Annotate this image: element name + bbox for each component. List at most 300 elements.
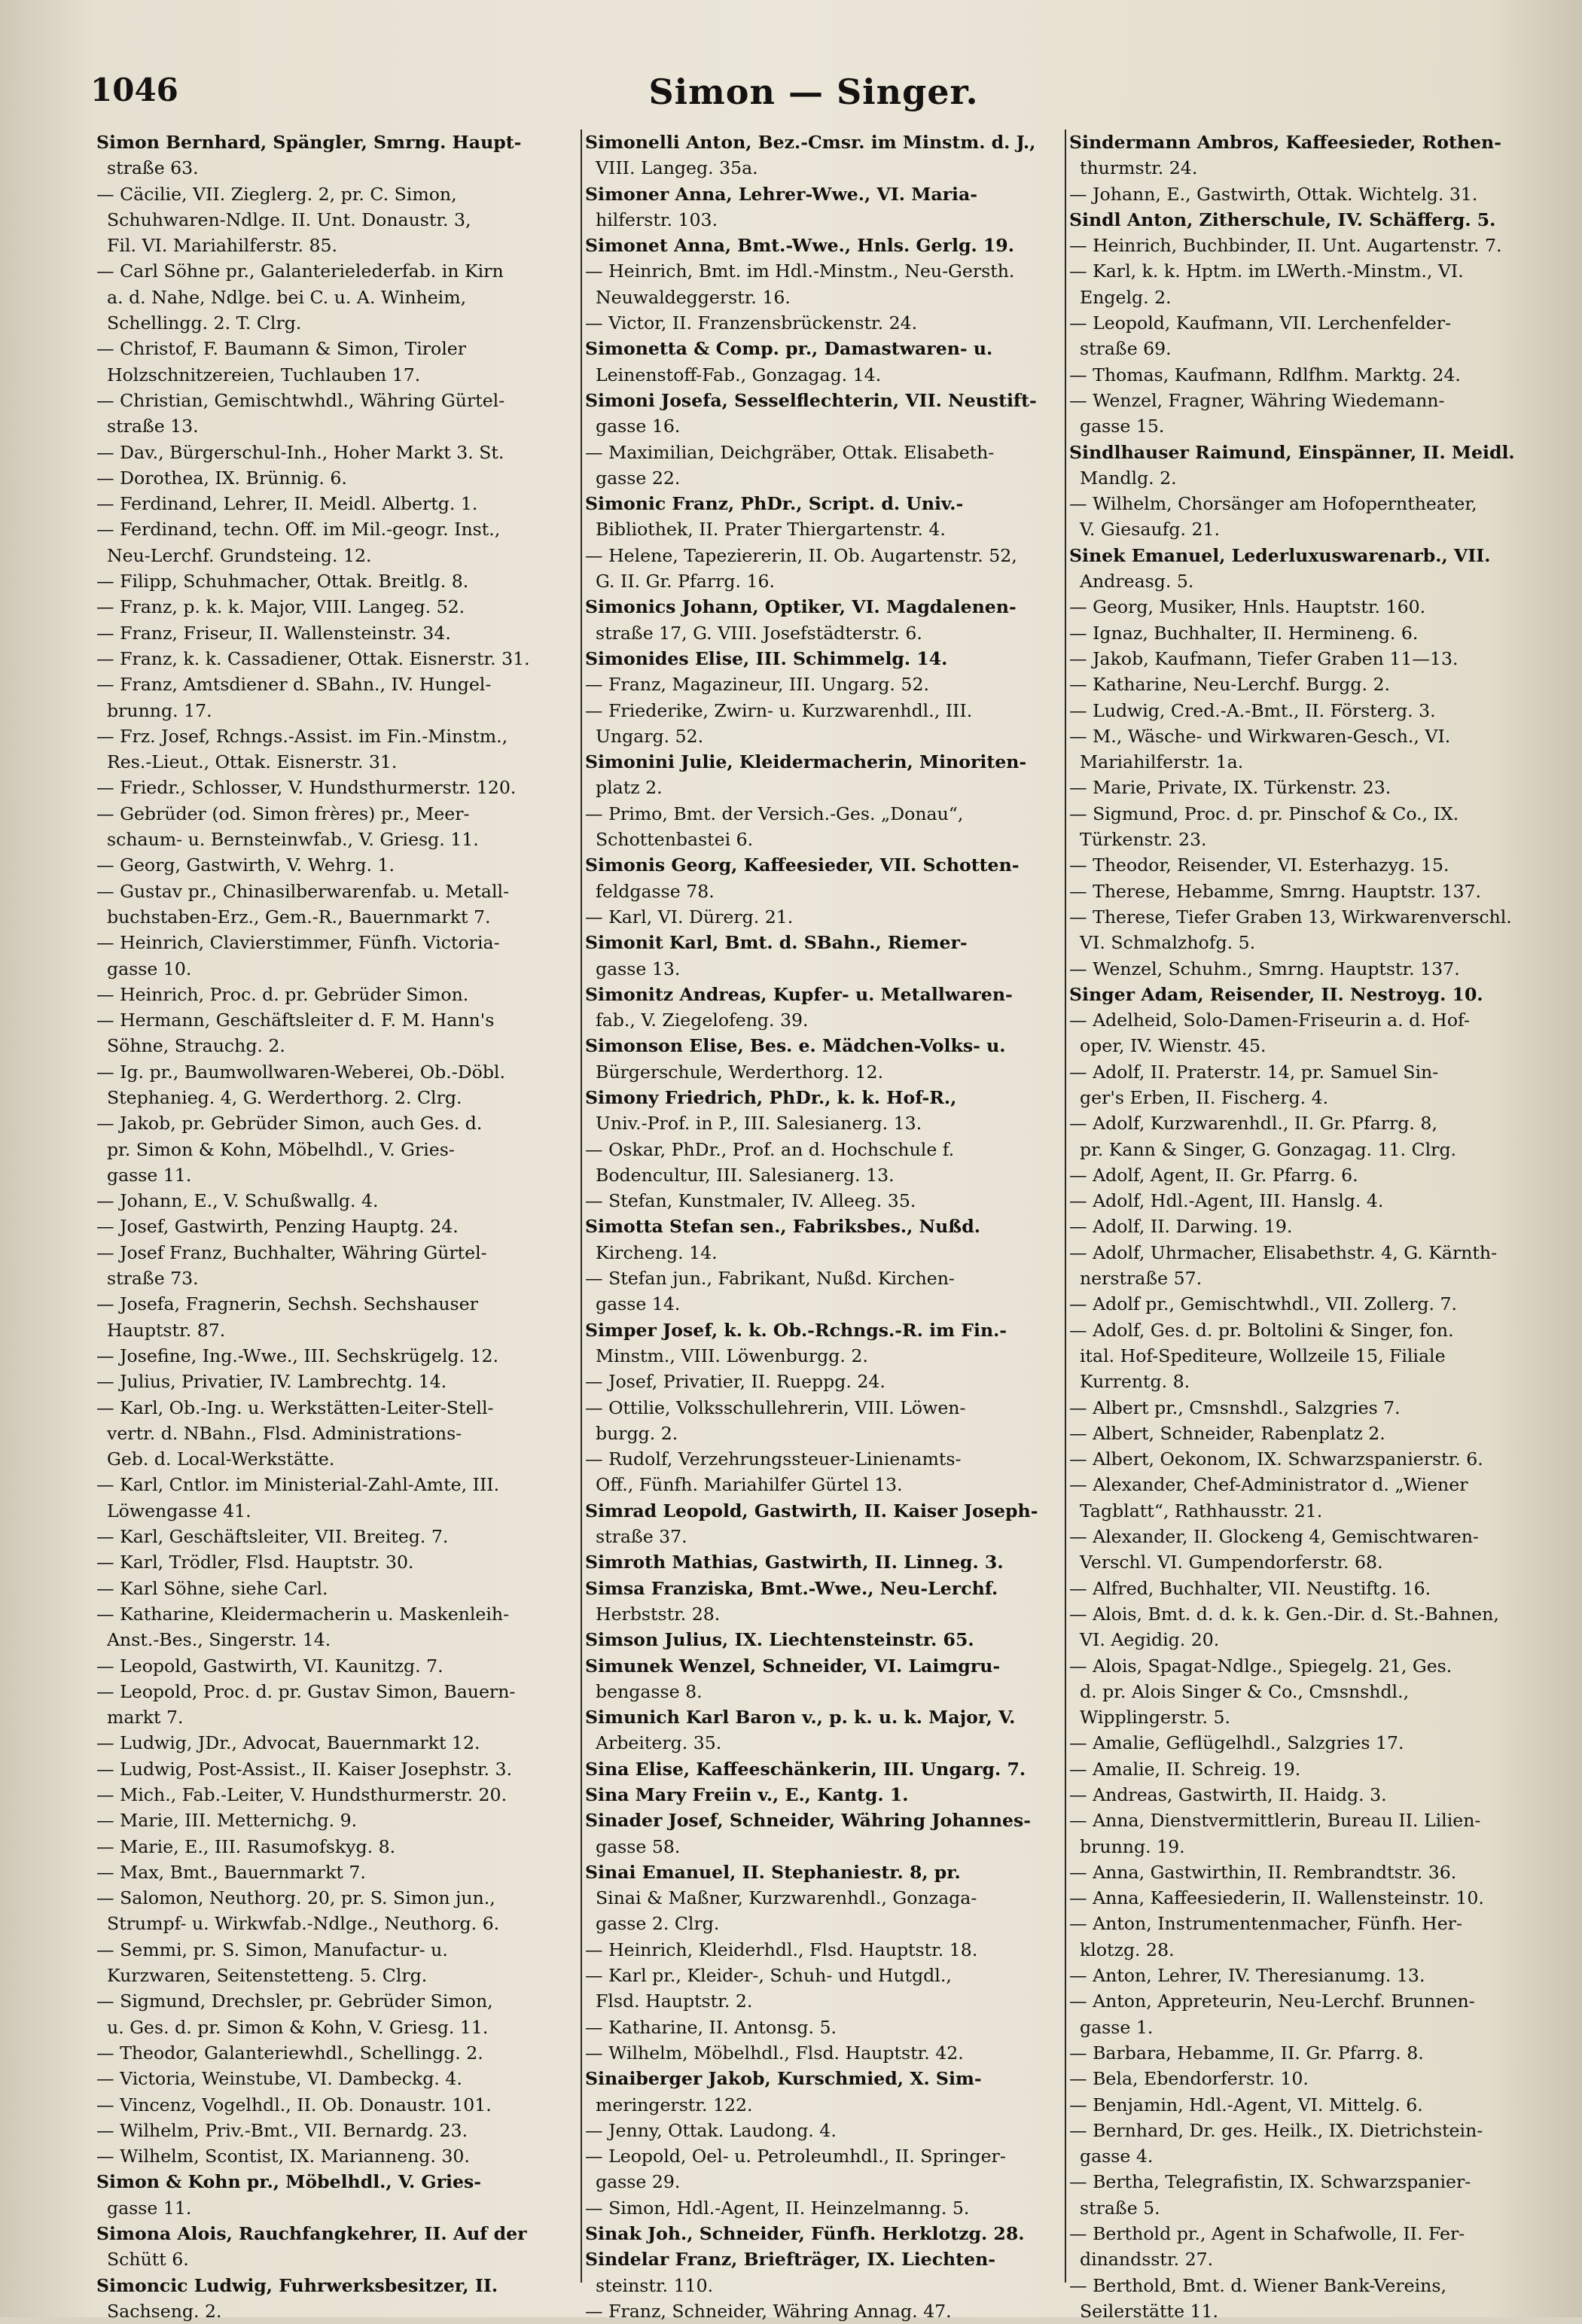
entry-line: — Stefan, Kunstmaler, IV. Alleeg. 35. <box>585 1190 916 1212</box>
directory-entry <box>1069 1911 1551 1963</box>
directory-entry <box>585 852 1067 904</box>
entry-line: — Oskar, PhDr., Prof. an d. Hochschule f. <box>585 1138 955 1160</box>
entry-line: Löwengasse 41. <box>107 1500 251 1521</box>
entry-line: — Maximilian, Deichgräber, Ottak. Elisabeth- <box>585 441 995 463</box>
directory-column-1 <box>96 129 578 2324</box>
entry-line: Herbststr. 28. <box>596 1603 721 1625</box>
entry-line: Simonini Julie, Kleidermacherin, Minoriten- <box>585 751 1027 773</box>
entry-line: — Marie, E., III. Rasumofskyg. 8. <box>96 1835 396 1857</box>
entry-line: Sindelar Franz, Briefträger, IX. Liechten- <box>585 2249 996 2271</box>
entry-line: brunng. 17. <box>107 699 212 721</box>
directory-entry <box>96 1214 578 1239</box>
directory-entry <box>585 1266 1067 1317</box>
entry-line: gasse 10. <box>107 958 192 979</box>
entry-line: — Karl pr., Kleider-, Schuh- und Hutgdl., <box>585 1965 952 1987</box>
directory-entry <box>585 749 1067 801</box>
entry-line: hilferstr. 103. <box>596 209 718 230</box>
entry-line: — Karl, VI. Dürerg. 21. <box>585 906 794 927</box>
directory-entry <box>1069 2273 1551 2324</box>
directory-entry <box>585 233 1067 258</box>
entry-line: platz 2. <box>596 777 663 799</box>
directory-entry <box>96 2273 578 2324</box>
entry-line: — Adolf, Uhrmacher, Elisabethstr. 4, G. Kärnth- <box>1069 1241 1498 1263</box>
entry-line: — Salomon, Neuthorg. 20, pr. S. Simon jun., <box>96 1887 495 1909</box>
entry-line: — Adelheid, Solo-Damen-Friseurin a. d. Hof- <box>1069 1010 1470 1031</box>
entry-line: — Dorothea, IX. Brünnig. 6. <box>96 467 347 489</box>
directory-entry <box>585 930 1067 982</box>
directory-entry <box>1069 646 1551 672</box>
directory-entry <box>1069 1162 1551 1188</box>
entry-line: gasse 1. <box>1080 2016 1154 2038</box>
entry-line: Simonetta & Comp. pr., Damastwaren- u. <box>585 338 993 360</box>
entry-line: — Josefine, Ing.-Wwe., III. Sechskrügelg. 12. <box>96 1345 499 1366</box>
directory-entry <box>1069 956 1551 982</box>
entry-line: — Filipp, Schuhmacher, Ottak. Breitlg. 8. <box>96 571 469 592</box>
entry-line: — Albert pr., Cmsnshdl., Salzgries 7. <box>1069 1397 1401 1418</box>
entry-line: Simonitz Andreas, Kupfer- u. Metallwaren- <box>585 983 1013 1005</box>
entry-line: — Thomas, Kaufmann, Rdlfhm. Marktg. 24. <box>1069 364 1461 385</box>
directory-entry <box>1069 129 1551 181</box>
entry-line: — Bertha, Telegrafistin, IX. Schwarzspanier- <box>1069 2171 1471 2193</box>
entry-line: straße 5. <box>1080 2197 1160 2219</box>
directory-entry <box>585 1137 1067 1189</box>
entry-line: — Leopold, Kaufmann, VII. Lerchenfelder- <box>1069 312 1452 334</box>
entry-line: straße 13. <box>107 416 199 437</box>
directory-entry <box>96 1188 578 1214</box>
directory-entry <box>585 801 1067 853</box>
directory-entry <box>1069 698 1551 723</box>
directory-entry <box>96 1343 578 1369</box>
entry-line: Simon & Kohn pr., Möbelhdl., V. Gries- <box>96 2171 482 2193</box>
entry-line: — Johann, E., Gastwirth, Ottak. Wichtelg. 31. <box>1069 183 1478 205</box>
entry-line: Anst.-Bes., Singerstr. 14. <box>107 1629 331 1651</box>
entry-line: — Victor, II. Franzensbrückenstr. 24. <box>585 312 918 334</box>
directory-entry <box>585 1317 1067 1369</box>
directory-entry <box>96 1808 578 1833</box>
entry-line: — Leopold, Proc. d. pr. Gustav Simon, Bauern- <box>96 1680 516 1702</box>
directory-entry <box>585 1446 1067 1498</box>
directory-entry <box>1069 801 1551 853</box>
entry-line: — Karl Söhne, siehe Carl. <box>96 1577 328 1599</box>
entry-line: Sinaiberger Jakob, Kurschmied, X. Sim- <box>585 2068 982 2090</box>
directory-entry <box>585 310 1067 336</box>
entry-line: Mandlg. 2. <box>1080 467 1177 489</box>
entry-line: Seilerstätte 11. <box>1080 2300 1219 2322</box>
directory-entry <box>585 1395 1067 1447</box>
entry-line: bengasse 8. <box>596 1680 703 1702</box>
directory-entry <box>96 930 578 982</box>
entry-line: nerstraße 57. <box>1080 1268 1203 1290</box>
page-number: 1046 <box>90 72 178 108</box>
directory-entry <box>585 1653 1067 1705</box>
entry-line: Simroth Mathias, Gastwirth, II. Linneg. 3. <box>585 1552 1004 1573</box>
entry-line: feldgasse 78. <box>596 880 715 902</box>
entry-line: fab., V. Ziegelofeng. 39. <box>596 1010 809 1031</box>
entry-line: — Leopold, Gastwirth, VI. Kaunitzg. 7. <box>96 1655 444 1677</box>
entry-line: — Karl, k. k. Hptm. im LWerth.-Minstm., VI. <box>1069 260 1464 282</box>
directory-entry <box>585 698 1067 750</box>
directory-entry <box>1069 1601 1551 1653</box>
entry-line: straße 37. <box>596 1526 687 1548</box>
directory-entry <box>1069 620 1551 646</box>
entry-line: — Josef, Gastwirth, Penzing Hauptg. 24. <box>96 1216 459 1238</box>
directory-entry <box>585 1498 1067 1550</box>
entry-line: — Adolf, II. Praterstr. 14, pr. Samuel Sin- <box>1069 1061 1439 1083</box>
directory-entry <box>585 1369 1067 1394</box>
entry-line: — Ludwig, Cred.-A.-Bmt., II. Försterg. 3. <box>1069 699 1436 721</box>
directory-entry <box>585 1937 1067 1963</box>
entry-line: Simonic Franz, PhDr., Script. d. Univ.- <box>585 493 964 515</box>
directory-entry <box>96 181 578 259</box>
directory-entry <box>96 1885 578 1937</box>
directory-entry <box>96 1110 578 1188</box>
entry-line: — Gustav pr., Chinasilberwarenfab. u. Metall- <box>96 880 510 902</box>
directory-entry <box>96 491 578 516</box>
entry-line: — Dav., Bürgerschul-Inh., Hoher Markt 3. St. <box>96 441 504 463</box>
entry-line: — Andreas, Gastwirth, II. Haidg. 3. <box>1069 1784 1387 1805</box>
entry-line: — Alexander, Chef-Administrator d. „Wiener <box>1069 1474 1468 1496</box>
entry-line: Mariahilferstr. 1a. <box>1080 751 1244 773</box>
entry-line: — Franz, p. k. k. Major, VIII. Langeg. 52. <box>96 596 465 618</box>
directory-entry <box>96 1988 578 2040</box>
entry-line: Geb. d. Local-Werkstätte. <box>107 1448 335 1470</box>
entry-line: — Adolf, Agent, II. Gr. Pfarrg. 6. <box>1069 1164 1358 1186</box>
directory-entry <box>1069 852 1551 878</box>
directory-entry <box>96 2118 578 2143</box>
entry-line: — Anton, Appreteurin, Neu-Lerchf. Brunnen- <box>1069 1990 1475 2012</box>
entry-line: — Georg, Gastwirth, V. Wehrg. 1. <box>96 854 395 876</box>
directory-entry <box>96 620 578 646</box>
directory-entry <box>1069 1988 1551 2040</box>
entry-line: — Friederike, Zwirn- u. Kurzwarenhdl., III. <box>585 699 973 721</box>
directory-entry <box>96 1834 578 1860</box>
directory-entry <box>96 1395 578 1473</box>
entry-line: Sina Elise, Kaffeeschänkerin, III. Ungarg. 7. <box>585 1758 1026 1780</box>
column-divider <box>1065 129 1066 2283</box>
directory-entry <box>96 646 578 672</box>
directory-entry <box>1069 879 1551 904</box>
directory-entry <box>585 336 1067 388</box>
directory-entry <box>96 1524 578 1549</box>
directory-entry <box>585 543 1067 595</box>
directory-entry <box>96 2169 578 2221</box>
entry-line: — Jakob, pr. Gebrüder Simon, auch Ges. d. <box>96 1113 483 1135</box>
entry-line: — Ferdinand, Lehrer, II. Meidl. Albertg. 1. <box>96 493 478 515</box>
entry-line: — Gebrüder (od. Simon frères) pr., Meer- <box>96 803 470 824</box>
entry-line: gasse 58. <box>596 1835 681 1857</box>
entry-line: — Frz. Josef, Rchngs.-Assist. im Fin.-Minstm., <box>96 725 508 747</box>
directory-entry <box>585 129 1067 181</box>
directory-entry <box>585 1549 1067 1575</box>
directory-entry <box>96 1369 578 1394</box>
entry-line: Simoncic Ludwig, Fuhrwerksbesitzer, II. <box>96 2274 498 2296</box>
entry-line: Hauptstr. 87. <box>107 1319 226 1341</box>
entry-line: Simonides Elise, III. Schimmelg. 14. <box>585 647 948 669</box>
entry-line: Sindlhauser Raimund, Einspänner, II. Meidl. <box>1069 441 1515 463</box>
entry-line: Sindermann Ambros, Kaffeesieder, Rothen- <box>1069 132 1501 153</box>
entry-line: — Victoria, Weinstube, VI. Dambeckg. 4. <box>96 2068 462 2090</box>
directory-entry <box>1069 1446 1551 1472</box>
entry-line: — Max, Bmt., Bauernmarkt 7. <box>96 1861 366 1883</box>
directory-entry <box>96 775 578 800</box>
directory-entry <box>1069 1395 1551 1421</box>
directory-entry <box>585 1033 1067 1085</box>
entry-line: — Adolf, Hdl.-Agent, III. Hanslg. 4. <box>1069 1190 1384 1212</box>
directory-entry <box>1069 207 1551 233</box>
entry-line: Simonet Anna, Bmt.-Wwe., Hnls. Gerlg. 19. <box>585 235 1014 257</box>
entry-line: — Anna, Gastwirthin, II. Rembrandtstr. 36. <box>1069 1861 1457 1883</box>
directory-entry <box>1069 1317 1551 1395</box>
directory-entry <box>96 129 578 181</box>
entry-line: VI. Aegidig. 20. <box>1080 1629 1220 1651</box>
entry-line: Sinek Emanuel, Lederluxuswarenarb., VII. <box>1069 544 1491 566</box>
entry-line: Kurzwaren, Seitenstetteng. 5. Clrg. <box>107 1965 428 1987</box>
entry-line: Simoner Anna, Lehrer-Wwe., VI. Maria- <box>585 183 978 205</box>
entry-line: — Karl, Trödler, Flsd. Hauptstr. 30. <box>96 1552 414 1573</box>
directory-entry <box>96 1730 578 1756</box>
directory-entry <box>1069 723 1551 775</box>
directory-entry <box>96 1007 578 1059</box>
directory-entry <box>96 440 578 465</box>
entry-line: markt 7. <box>107 1707 184 1729</box>
entry-line: gasse 11. <box>107 2197 192 2219</box>
entry-line: steinstr. 110. <box>596 2274 714 2296</box>
entry-line: — Adolf, II. Darwing. 19. <box>1069 1216 1293 1238</box>
directory-entry <box>1069 2092 1551 2118</box>
entry-line: Off., Fünfh. Mariahilfer Gürtel 13. <box>596 1474 903 1496</box>
entry-line: Simrad Leopold, Gastwirth, II. Kaiser Joseph- <box>585 1500 1038 1521</box>
directory-entry <box>1069 594 1551 620</box>
entry-line: Bürgerschule, Werderthorg. 12. <box>596 1061 884 1083</box>
entry-line: — Bernhard, Dr. ges. Heilk., IX. Dietrichstein- <box>1069 2119 1483 2141</box>
directory-entry <box>96 2221 578 2273</box>
entry-line: — Franz, Friseur, II. Wallensteinstr. 34. <box>96 622 451 644</box>
entry-line: — Josefa, Fragnerin, Sechsh. Sechshauser <box>96 1293 478 1315</box>
entry-line: — Amalie, Geflügelhdl., Salzgries 17. <box>1069 1732 1404 1754</box>
entry-line: — Wilhelm, Chorsänger am Hofoperntheater, <box>1069 493 1477 515</box>
entry-line: Res.-Lieut., Ottak. Eisnerstr. 31. <box>107 751 398 773</box>
directory-entry <box>96 723 578 775</box>
entry-line: — Adolf, Kurzwarenhdl., II. Gr. Pfarrg. 8, <box>1069 1113 1437 1135</box>
directory-entry <box>585 1085 1067 1137</box>
entry-line: Simon Bernhard, Spängler, Smrng. Haupt- <box>96 132 522 153</box>
entry-line: — M., Wäsche- und Wirkwaren-Gesch., VI. <box>1069 725 1451 747</box>
entry-line: — Friedr., Schlosser, V. Hundsthurmerstr. 120. <box>96 777 517 799</box>
directory-entry <box>585 1963 1067 2015</box>
entry-line: Sinader Josef, Schneider, Währing Johannes- <box>585 1810 1032 1832</box>
entry-line: Engelg. 2. <box>1080 286 1172 308</box>
entry-line: Kurrentg. 8. <box>1080 1371 1190 1393</box>
entry-line: schaum- u. Bernsteinwfab., V. Griesg. 11. <box>107 829 479 851</box>
entry-line: — Theodor, Reisender, VI. Esterhazyg. 15. <box>1069 854 1449 876</box>
entry-line: gasse 11. <box>107 1164 192 1186</box>
entry-line: — Johann, E., V. Schußwallg. 4. <box>96 1190 379 1212</box>
directory-entry <box>96 1576 578 1601</box>
entry-line: gasse 22. <box>596 467 681 489</box>
directory-entry <box>585 1627 1067 1652</box>
directory-entry <box>1069 1472 1551 1524</box>
entry-line: Verschl. VI. Gumpendorferstr. 68. <box>1080 1552 1383 1573</box>
directory-entry <box>1069 1808 1551 1860</box>
entry-line: Bibliothek, II. Prater Thiergartenstr. 4. <box>596 519 946 541</box>
entry-line: — Sigmund, Drechsler, pr. Gebrüder Simon, <box>96 1990 493 2012</box>
directory-entry <box>96 1653 578 1679</box>
entry-line: — Albert, Schneider, Rabenplatz 2. <box>1069 1422 1385 1444</box>
entry-line: Leinenstoff-Fab., Gonzagag. 14. <box>596 364 882 385</box>
entry-line: — Marie, III. Metternichg. 9. <box>96 1810 358 1832</box>
entry-line: Bodencultur, III. Salesianerg. 13. <box>596 1164 895 1186</box>
entry-line: burgg. 2. <box>596 1422 678 1444</box>
directory-entry <box>96 1059 578 1111</box>
directory-entry <box>1069 543 1551 595</box>
directory-entry <box>96 1860 578 1885</box>
directory-entry <box>1069 1885 1551 1911</box>
directory-entry <box>585 2066 1067 2118</box>
directory-entry <box>96 336 578 388</box>
entry-line: — Theodor, Galanteriewhdl., Schellingg. 2. <box>96 2042 483 2064</box>
directory-column-3 <box>1069 129 1551 2324</box>
directory-entry <box>585 440 1067 492</box>
entry-line: ger's Erben, II. Fischerg. 4. <box>1080 1086 1329 1108</box>
directory-entry <box>96 1601 578 1653</box>
directory-entry <box>585 2143 1067 2195</box>
entry-line: Simunek Wenzel, Schneider, VI. Laimgru- <box>585 1655 1001 1677</box>
entry-line: Schütt 6. <box>107 2249 189 2271</box>
entry-line: G. II. Gr. Pfarrg. 16. <box>596 571 776 592</box>
directory-entry <box>1069 904 1551 956</box>
directory-column-2 <box>585 129 1067 2324</box>
entry-line: Schellingg. 2. T. Clrg. <box>107 312 302 334</box>
entry-line: — Anna, Dienstvermittlerin, Bureau II. Lilien- <box>1069 1810 1481 1832</box>
entry-line: Fil. VI. Mariahilferstr. 85. <box>107 235 337 257</box>
directory-entry <box>585 2195 1067 2221</box>
entry-line: VIII. Langeg. 35a. <box>596 157 758 179</box>
directory-entry <box>1069 2169 1551 2221</box>
entry-line: Tagblatt“, Rathhausstr. 21. <box>1080 1500 1323 1521</box>
entry-line: — Leopold, Oel- u. Petroleumhdl., II. Springer- <box>585 2146 1006 2167</box>
entry-line: Arbeiterg. 35. <box>596 1732 722 1754</box>
directory-entry <box>1069 1860 1551 1885</box>
entry-line: Sachseng. 2. <box>107 2300 222 2322</box>
entry-line: oper, IV. Wienstr. 45. <box>1080 1035 1267 1057</box>
directory-entry <box>585 1756 1067 1782</box>
entry-line: — Marie, Private, IX. Türkenstr. 23. <box>1069 777 1391 799</box>
directory-entry <box>96 2092 578 2118</box>
entry-line: Sinai Emanuel, II. Stephaniestr. 8, pr. <box>585 1861 961 1883</box>
directory-entry <box>96 801 578 853</box>
directory-entry <box>96 982 578 1007</box>
entry-line: — Ludwig, Post-Assist., II. Kaiser Josephstr. 3. <box>96 1758 513 1780</box>
entry-line: vertr. d. NBahn., Flsd. Administrations- <box>107 1422 462 1444</box>
entry-line: — Cäcilie, VII. Zieglerg. 2, pr. C. Simon, <box>96 183 457 205</box>
entry-line: Singer Adam, Reisender, II. Nestroyg. 10. <box>1069 983 1483 1005</box>
directory-entry <box>1069 1188 1551 1214</box>
entry-line: — Jenny, Ottak. Laudong. 4. <box>585 2119 837 2141</box>
directory-entry <box>96 852 578 878</box>
entry-line: gasse 15. <box>1080 416 1165 437</box>
directory-entry <box>96 1937 578 1989</box>
entry-line: Söhne, Strauchg. 2. <box>107 1035 285 1057</box>
entry-line: — Ottilie, Volksschullehrerin, VIII. Löwen- <box>585 1397 966 1418</box>
directory-entry <box>1069 233 1551 258</box>
entry-line: Kircheng. 14. <box>596 1241 718 1263</box>
entry-line: — Berthold pr., Agent in Schafwolle, II. Fer- <box>1069 2223 1465 2245</box>
directory-entry <box>1069 1007 1551 1059</box>
entry-line: pr. Simon & Kohn, Möbelhdl., V. Gries- <box>107 1138 455 1160</box>
entry-line: Minstm., VIII. Löwenburgg. 2. <box>596 1345 868 1366</box>
entry-line: — Anna, Kaffeesiederin, II. Wallensteinstr. 10. <box>1069 1887 1484 1909</box>
entry-line: — Adolf, Ges. d. pr. Boltolini & Singer, fon. <box>1069 1319 1454 1341</box>
entry-line: — Alois, Bmt. d. d. k. k. Gen.-Dir. d. St.-Bahnen, <box>1069 1603 1499 1625</box>
entry-line: — Karl, Cntlor. im Ministerial-Zahl-Amte, III. <box>96 1474 500 1496</box>
directory-entry <box>585 2015 1067 2040</box>
entry-line: — Alexander, II. Glockeng 4, Gemischtwaren- <box>1069 1526 1479 1548</box>
entry-line: — Franz, k. k. Cassadiener, Ottak. Eisnerstr. 31. <box>96 647 530 669</box>
entry-line: — Heinrich, Clavierstimmer, Fünfh. Victoria- <box>96 932 500 954</box>
entry-line: Holzschnitzereien, Tuchlauben 17. <box>107 364 421 385</box>
entry-line: — Helene, Tapeziererin, II. Ob. Augartenstr. 52, <box>585 544 1017 566</box>
directory-entry <box>96 1549 578 1575</box>
entry-line: gasse 13. <box>596 958 681 979</box>
entry-line: — Karl, Geschäftsleiter, VII. Breiteg. 7. <box>96 1526 449 1548</box>
directory-entry <box>1069 1421 1551 1446</box>
entry-line: Simunich Karl Baron v., p. k. u. k. Major, V. <box>585 1707 1016 1729</box>
directory-entry <box>96 568 578 594</box>
entry-line: — Heinrich, Buchbinder, II. Unt. Augartenstr. 7. <box>1069 235 1502 257</box>
directory-entry <box>585 2246 1067 2298</box>
directory-entry <box>1069 1524 1551 1576</box>
directory-entry <box>585 672 1067 697</box>
entry-line: dinandsstr. 27. <box>1080 2249 1214 2271</box>
directory-entry <box>96 388 578 440</box>
directory-entry <box>585 1782 1067 1808</box>
directory-entry <box>96 1291 578 1343</box>
entry-line: u. Ges. d. pr. Simon & Kohn, V. Griesg. 11. <box>107 2016 489 2038</box>
directory-entry <box>96 1679 578 1731</box>
directory-entry <box>585 2118 1067 2143</box>
directory-entry <box>1069 2040 1551 2066</box>
entry-line: — Josef, Privatier, II. Rueppg. 24. <box>585 1371 885 1393</box>
entry-line: Neuwaldeggerstr. 16. <box>596 286 791 308</box>
entry-line: buchstaben-Erz., Gem.-R., Bauernmarkt 7. <box>107 906 491 927</box>
page-header <box>90 72 1537 124</box>
directory-entry <box>585 1808 1067 1860</box>
entry-line: — Wilhelm, Scontist, IX. Marianneng. 30. <box>96 2146 470 2167</box>
entry-line: Sinai & Maßner, Kurzwarenhdl., Gonzaga- <box>596 1887 977 1909</box>
entry-line: — Therese, Hebamme, Smrng. Hauptstr. 137. <box>1069 880 1482 902</box>
running-title: Simon — Singer. <box>648 72 979 112</box>
entry-line: gasse 14. <box>596 1293 681 1315</box>
entry-line: Stephanieg. 4, G. Werderthorg. 2. Clrg. <box>107 1086 462 1108</box>
directory-entry <box>1069 1240 1551 1292</box>
entry-line: Ungarg. 52. <box>596 725 704 747</box>
entry-line: — Wilhelm, Möbelhdl., Flsd. Hauptstr. 42. <box>585 2042 964 2064</box>
entry-line: Schuhwaren-Ndlge. II. Unt. Donaustr. 3, <box>107 209 471 230</box>
directory-entry <box>1069 2066 1551 2091</box>
entry-line: Simonics Johann, Optiker, VI. Magdalenen- <box>585 596 1017 618</box>
entry-line: Simonson Elise, Bes. e. Mädchen-Volks- u. <box>585 1035 1006 1057</box>
directory-entry <box>585 1860 1067 1937</box>
entry-line: Andreasg. 5. <box>1080 571 1194 592</box>
entry-line: — Mich., Fab.-Leiter, V. Hundsthurmerstr. 20. <box>96 1784 508 1805</box>
entry-line: Wipplingerstr. 5. <box>1080 1707 1231 1729</box>
entry-line: Univ.-Prof. in P., III. Salesianerg. 13. <box>596 1113 922 1135</box>
directory-entry <box>1069 1059 1551 1111</box>
entry-line: — Christian, Gemischtwhdl., Währing Gürtel- <box>96 389 505 411</box>
directory-entry <box>96 2040 578 2066</box>
directory-entry <box>1069 388 1551 440</box>
directory-entry <box>1069 181 1551 207</box>
